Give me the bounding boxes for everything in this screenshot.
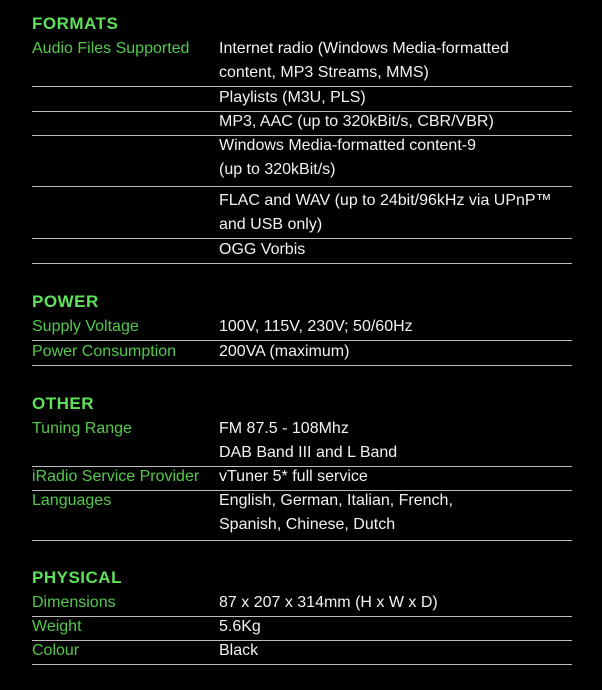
audio-format-internet-radio-line2: content, MP3 Streams, MMS) — [219, 64, 429, 81]
weight-label: Weight — [32, 618, 82, 635]
audio-format-internet-radio-line1: Internet radio (Windows Media-formatted — [219, 40, 509, 57]
row-divider — [32, 111, 572, 112]
row-divider — [32, 238, 572, 239]
audio-format-flac-wav-line1: FLAC and WAV (up to 24bit/96kHz via UPnP™ — [219, 192, 552, 209]
row-divider — [32, 466, 572, 467]
other-heading: OTHER — [32, 394, 94, 413]
iradio-provider-value: vTuner 5* full service — [219, 468, 368, 485]
section-divider — [32, 263, 572, 264]
tuning-range-dab: DAB Band III and L Band — [219, 444, 398, 461]
supply-voltage-value: 100V, 115V, 230V; 50/60Hz — [219, 318, 413, 335]
row-divider — [32, 640, 572, 641]
section-divider — [32, 540, 572, 541]
audio-format-mp3-aac: MP3, AAC (up to 320kBit/s, CBR/VBR) — [219, 113, 494, 130]
dimensions-label: Dimensions — [32, 594, 116, 611]
section-divider — [32, 664, 572, 665]
colour-value: Black — [219, 642, 259, 659]
supply-voltage-label: Supply Voltage — [32, 318, 139, 335]
power-consumption-label: Power Consumption — [32, 343, 177, 360]
tuning-range-label: Tuning Range — [32, 420, 132, 437]
colour-label: Colour — [32, 642, 80, 659]
row-divider — [32, 135, 572, 136]
audio-format-wma-line1: Windows Media-formatted content-9 — [219, 137, 476, 154]
row-divider — [32, 86, 572, 87]
physical-heading: PHYSICAL — [32, 568, 122, 587]
audio-format-flac-wav-line2: and USB only) — [219, 216, 323, 233]
languages-line1: English, German, Italian, French, — [219, 492, 453, 509]
iradio-provider-label: iRadio Service Provider — [32, 468, 200, 485]
section-divider — [32, 365, 572, 366]
audio-format-wma-line2: (up to 320kBit/s) — [219, 161, 336, 178]
row-divider — [32, 490, 572, 491]
dimensions-value: 87 x 207 x 314mm (H x W x D) — [219, 594, 438, 611]
languages-label: Languages — [32, 492, 112, 509]
formats-heading: FORMATS — [32, 14, 119, 33]
languages-line2: Spanish, Chinese, Dutch — [219, 516, 396, 533]
tuning-range-fm: FM 87.5 - 108Mhz — [219, 420, 349, 437]
row-divider — [32, 616, 572, 617]
audio-files-label: Audio Files Supported — [32, 40, 190, 57]
row-divider — [32, 340, 572, 341]
power-consumption-value: 200VA (maximum) — [219, 343, 350, 360]
row-divider — [32, 186, 572, 187]
power-heading: POWER — [32, 292, 99, 311]
audio-format-ogg: OGG Vorbis — [219, 241, 306, 258]
audio-format-playlists: Playlists (M3U, PLS) — [219, 89, 366, 106]
weight-value: 5.6Kg — [219, 618, 261, 635]
